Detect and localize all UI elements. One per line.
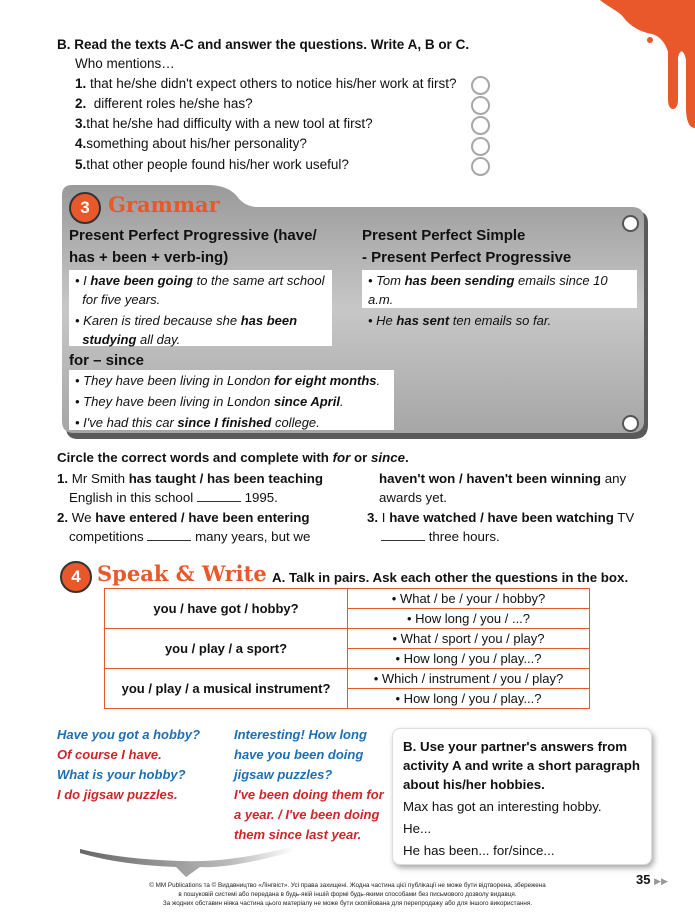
page-number-text: 35 xyxy=(636,872,651,887)
dialog-line: What is your hobby? xyxy=(57,767,186,782)
answer-circle-5[interactable] xyxy=(471,157,490,176)
dialog-line: them since last year. xyxy=(234,827,362,842)
item-text: English in this school xyxy=(69,490,194,505)
footer-line: За жодних обставин ніяка частина цього матеріалу не може бути скопійована для перепродажу або для іншого використання. xyxy=(162,900,533,907)
table-cell-prompt: you / play / a sport? xyxy=(105,629,348,669)
table-row xyxy=(105,669,590,689)
speech-tail-decoration xyxy=(80,845,370,879)
example-highlight: since I finished xyxy=(177,415,272,430)
exercise-item-2-line-2 xyxy=(69,529,310,544)
grammar-heading: Grammar xyxy=(108,192,220,217)
table-cell-question: • How long / you / play...? xyxy=(348,689,590,709)
item-number: 3. xyxy=(367,510,379,525)
footer-line: в пошуковій системі або передана в будь-якій іншій формі будь-якими способами без письмового дозволу видавця. xyxy=(178,891,517,898)
speak-write-heading xyxy=(97,561,267,586)
grammar-left-examples xyxy=(69,270,332,346)
exercise-item-2 xyxy=(57,510,310,525)
example-highlight: has been sending xyxy=(404,273,515,288)
grammar-right-heading-2: - Present Perfect Progressive xyxy=(362,249,572,266)
item-choice[interactable]: has taught / has been teaching xyxy=(128,471,324,486)
answer-blank[interactable] xyxy=(147,530,191,541)
example-text: college. xyxy=(271,415,320,430)
exercise-instruction xyxy=(57,450,409,465)
question-text: something about his/her personality? xyxy=(86,136,307,151)
question-2 xyxy=(75,96,253,111)
question-number: 1. xyxy=(75,76,87,91)
example-highlight: has sent xyxy=(396,313,450,328)
example-text: all day. xyxy=(136,332,181,347)
example-text: • They have been living in London xyxy=(75,394,274,409)
answer-blank[interactable] xyxy=(381,530,425,541)
example-text: • I xyxy=(75,273,91,288)
example-text: • He xyxy=(368,313,397,328)
item-text: 1995. xyxy=(244,490,278,505)
example-text: for five years. xyxy=(82,292,161,307)
dialog-line: a year. / I've been doing xyxy=(234,807,380,822)
dialog-line: have you been doing xyxy=(234,747,364,762)
item-text: three hours. xyxy=(428,529,500,544)
instruction-text: Circle the correct words and complete with xyxy=(57,450,333,465)
table-cell-prompt: you / play / a musical instrument? xyxy=(105,669,348,709)
instruction-text: . xyxy=(405,450,409,465)
grammar-left-heading-2: has + been + verb-ing) xyxy=(69,249,229,266)
example-text: . xyxy=(376,373,381,388)
writing-task-line: Max has got an interesting hobby. xyxy=(403,799,602,814)
page-number xyxy=(636,872,668,887)
example-text: . xyxy=(339,394,344,409)
next-arrows-icon: ▶▶ xyxy=(654,876,668,886)
dialog-line: jigsaw puzzles? xyxy=(234,767,333,782)
answer-circle-3[interactable] xyxy=(471,116,490,135)
question-1 xyxy=(75,76,457,91)
dialog-line: I've been doing them for xyxy=(234,787,384,802)
instruction-for: for xyxy=(332,450,351,465)
item-text: any xyxy=(601,471,627,486)
item-number: 2. xyxy=(57,510,69,525)
question-4 xyxy=(75,136,307,151)
example-highlight: for eight months xyxy=(273,373,377,388)
item-text: Mr Smith xyxy=(71,471,129,486)
speak-write-instruction: A. Talk in pairs. Ask each other the questions in the box. xyxy=(272,570,629,585)
example-text: emails since 10 a.m. xyxy=(368,273,608,307)
exercise-item-3-line-2 xyxy=(381,529,500,544)
grammar-right-heading-1: Present Perfect Simple xyxy=(362,227,526,244)
question-number: 2. xyxy=(75,96,87,111)
item-text: many years, but we xyxy=(195,529,311,544)
table-cell-question: • What / sport / you / play? xyxy=(348,629,590,649)
question-3 xyxy=(75,116,373,131)
clip-icon xyxy=(622,415,639,432)
writing-task-box xyxy=(392,728,652,865)
answer-circle-1[interactable] xyxy=(471,76,490,95)
item-number: 1. xyxy=(57,471,69,486)
table-row xyxy=(105,629,590,649)
table-cell-question: • Which / instrument / you / play? xyxy=(348,669,590,689)
item-text: competitions xyxy=(69,529,144,544)
example-text: • Tom xyxy=(368,273,405,288)
for-since-examples xyxy=(69,370,394,430)
dialog-line: Have you got a hobby? xyxy=(57,727,201,742)
dialog-line: Of course I have. xyxy=(57,747,162,762)
writing-task-title: B. Use your partner's answers from activity A and write a short paragraph about his/her hobbies. xyxy=(403,739,640,792)
grammar-number-badge: 3 xyxy=(69,192,101,224)
item-text: I xyxy=(381,510,390,525)
exercise-item-2-line-3 xyxy=(379,471,626,486)
grammar-right-examples xyxy=(362,270,637,328)
question-text: that other people found his/her work useful? xyxy=(86,157,349,172)
question-number: 4. xyxy=(75,136,87,151)
example-text: to the same art school xyxy=(192,273,325,288)
exercise-item-2-line-4: awards yet. xyxy=(379,490,447,505)
speak-write-number-badge: 4 xyxy=(60,561,92,593)
example-text: • Karen is tired because she xyxy=(75,313,241,328)
item-choice[interactable]: haven't won / haven't been winning xyxy=(379,471,602,486)
copyright-footer xyxy=(100,881,595,908)
item-choice[interactable]: have watched / have been watching xyxy=(389,510,614,525)
dialog-middle xyxy=(234,725,384,845)
example-highlight: have been going xyxy=(90,273,193,288)
question-table xyxy=(104,588,590,709)
answer-circle-4[interactable] xyxy=(471,137,490,156)
dialog-line: Interesting! How long xyxy=(234,727,367,742)
section-b-title: B. Read the texts A-C and answer the questions. Write A, B or C. xyxy=(57,37,470,52)
item-choice[interactable]: have entered / have been entering xyxy=(95,510,310,525)
table-cell-question: • How long / you / ...? xyxy=(348,609,590,629)
for-since-heading: for – since xyxy=(69,352,145,369)
footer-line: © MM Publications та © Видавництво «Лінгвіст». Усі права захищені. Жодна частина цієї публікації не може бути відтворена, збережена xyxy=(149,882,546,889)
example-highlight: studying xyxy=(82,332,137,347)
question-number: 5. xyxy=(75,157,87,172)
heading-speak: Speak & xyxy=(97,561,202,586)
question-5 xyxy=(75,157,349,172)
example-highlight: since April xyxy=(273,394,340,409)
dialog-left xyxy=(57,725,200,805)
question-number: 3. xyxy=(75,116,87,131)
example-text: • I've had this car xyxy=(75,415,178,430)
grammar-left-heading-1: Present Perfect Progressive (have/ xyxy=(69,227,317,244)
answer-blank[interactable] xyxy=(197,491,241,502)
answer-circle-2[interactable] xyxy=(471,96,490,115)
exercise-item-3 xyxy=(367,510,634,525)
writing-task-line: He... xyxy=(403,821,432,836)
exercise-item-1-line-2 xyxy=(69,490,278,505)
item-text: We xyxy=(71,510,96,525)
example-highlight: has been xyxy=(240,313,298,328)
dialog-line: I do jigsaw puzzles. xyxy=(57,787,178,802)
paint-splash-decoration xyxy=(600,0,695,130)
table-row xyxy=(105,589,590,609)
clip-icon xyxy=(622,215,639,232)
table-cell-question: • What / be / your / hobby? xyxy=(348,589,590,609)
section-b-subtitle: Who mentions… xyxy=(75,56,175,71)
example-text: ten emails so far. xyxy=(449,313,552,328)
table-cell-prompt: you / have got / hobby? xyxy=(105,589,348,629)
writing-task-line: He has been... for/since... xyxy=(403,843,555,858)
instruction-since: since xyxy=(371,450,406,465)
instruction-text: or xyxy=(350,450,372,465)
question-text: that he/she didn't expect others to notice his/her work at first? xyxy=(90,76,457,91)
heading-write: Write xyxy=(201,561,267,586)
question-text: different roles he/she has? xyxy=(93,96,253,111)
item-text: TV xyxy=(613,510,635,525)
question-text: that he/she had difficulty with a new tool at first? xyxy=(86,116,373,131)
exercise-item-1 xyxy=(57,471,323,486)
table-cell-question: • How long / you / play...? xyxy=(348,649,590,669)
example-text: • They have been living in London xyxy=(75,373,274,388)
